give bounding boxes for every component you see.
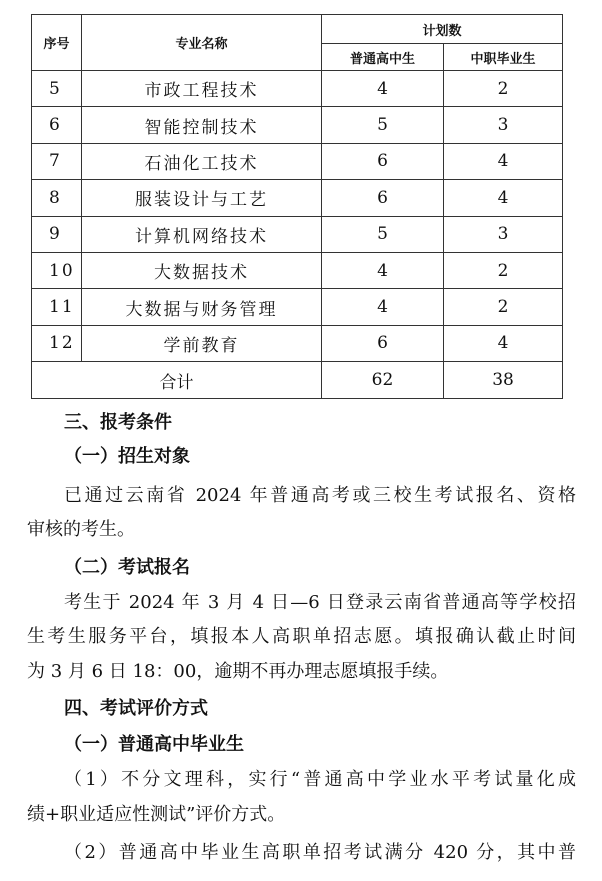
cell-general: 5: [322, 216, 444, 252]
cell-seq: 10: [32, 252, 82, 288]
cell-vocational: 2: [444, 252, 563, 288]
cell-vocational: 3: [444, 107, 563, 143]
cell-seq: 11: [32, 289, 82, 325]
cell-major: 服装设计与工艺: [82, 180, 322, 216]
table-row: [32, 252, 563, 288]
section-4-1-para-1-line-1: （1）不分文理科，实行“普通高中学业水平考试量化成: [64, 769, 576, 790]
cell-vocational: 4: [444, 143, 563, 179]
section-3-2-line-3: 为 3 月 6 日 18：00，逾期不再办理志愿填报手续。: [27, 661, 449, 682]
cell-vocational: 2: [444, 289, 563, 325]
header-plan: 计划数: [322, 15, 563, 44]
cell-major: 智能控制技术: [82, 107, 322, 143]
cell-seq: 9: [32, 216, 82, 252]
enrollment-plan-table: [31, 14, 563, 399]
cell-vocational: 3: [444, 216, 563, 252]
section-4-title: 四、考试评价方式: [64, 698, 208, 719]
section-3-1-line-1: 已通过云南省 2024 年普通高考或三校生考试报名、资格: [64, 485, 576, 506]
section-3-1-title: （一）招生对象: [64, 446, 190, 467]
total-label: 合计: [32, 362, 322, 399]
cell-general: 4: [322, 252, 444, 288]
cell-general: 5: [322, 107, 444, 143]
cell-vocational: 4: [444, 180, 563, 216]
total-general: 62: [322, 362, 444, 399]
cell-major: 大数据技术: [82, 252, 322, 288]
cell-major: 学前教育: [82, 325, 322, 361]
table-row: [32, 216, 563, 252]
cell-general: 6: [322, 325, 444, 361]
cell-seq: 5: [32, 71, 82, 107]
cell-general: 4: [322, 289, 444, 325]
table-row: [32, 325, 563, 361]
cell-major: 计算机网络技术: [82, 216, 322, 252]
header-major: 专业名称: [82, 15, 322, 71]
section-3-2-line-1: 考生于 2024 年 3 月 4 日—6 日登录云南省普通高等学校招: [64, 592, 576, 613]
cell-seq: 8: [32, 180, 82, 216]
table-total-row: [32, 362, 563, 399]
cell-major: 大数据与财务管理: [82, 289, 322, 325]
section-3-1-line-2: 审核的考生。: [27, 519, 135, 540]
section-4-1-title: （一）普通高中毕业生: [64, 734, 244, 755]
cell-seq: 7: [32, 143, 82, 179]
cell-seq: 6: [32, 107, 82, 143]
cell-general: 4: [322, 71, 444, 107]
table-row: [32, 107, 563, 143]
cell-seq: 12: [32, 325, 82, 361]
section-3-title: 三、报考条件: [64, 412, 172, 433]
section-3-2-title: （二）考试报名: [64, 557, 190, 578]
total-vocational: 38: [444, 362, 563, 399]
section-4-1-para-2-line-1: （2）普通高中毕业生高职单招考试满分 420 分，其中普: [64, 842, 576, 863]
table-row: [32, 180, 563, 216]
table-header-row: [32, 15, 563, 44]
cell-general: 6: [322, 180, 444, 216]
table-row: [32, 289, 563, 325]
cell-major: 市政工程技术: [82, 71, 322, 107]
header-general: 普通高中生: [322, 44, 444, 71]
header-vocational: 中职毕业生: [444, 44, 563, 71]
cell-major: 石油化工技术: [82, 143, 322, 179]
section-4-1-para-1-line-2: 绩+职业适应性测试”评价方式。: [27, 804, 286, 825]
cell-vocational: 4: [444, 325, 563, 361]
header-seq: 序号: [32, 15, 82, 71]
cell-vocational: 2: [444, 71, 563, 107]
cell-general: 6: [322, 143, 444, 179]
table-row: [32, 71, 563, 107]
section-3-2-line-2: 生考生服务平台，填报本人高职单招志愿。填报确认截止时间: [27, 626, 576, 647]
table-row: [32, 143, 563, 179]
